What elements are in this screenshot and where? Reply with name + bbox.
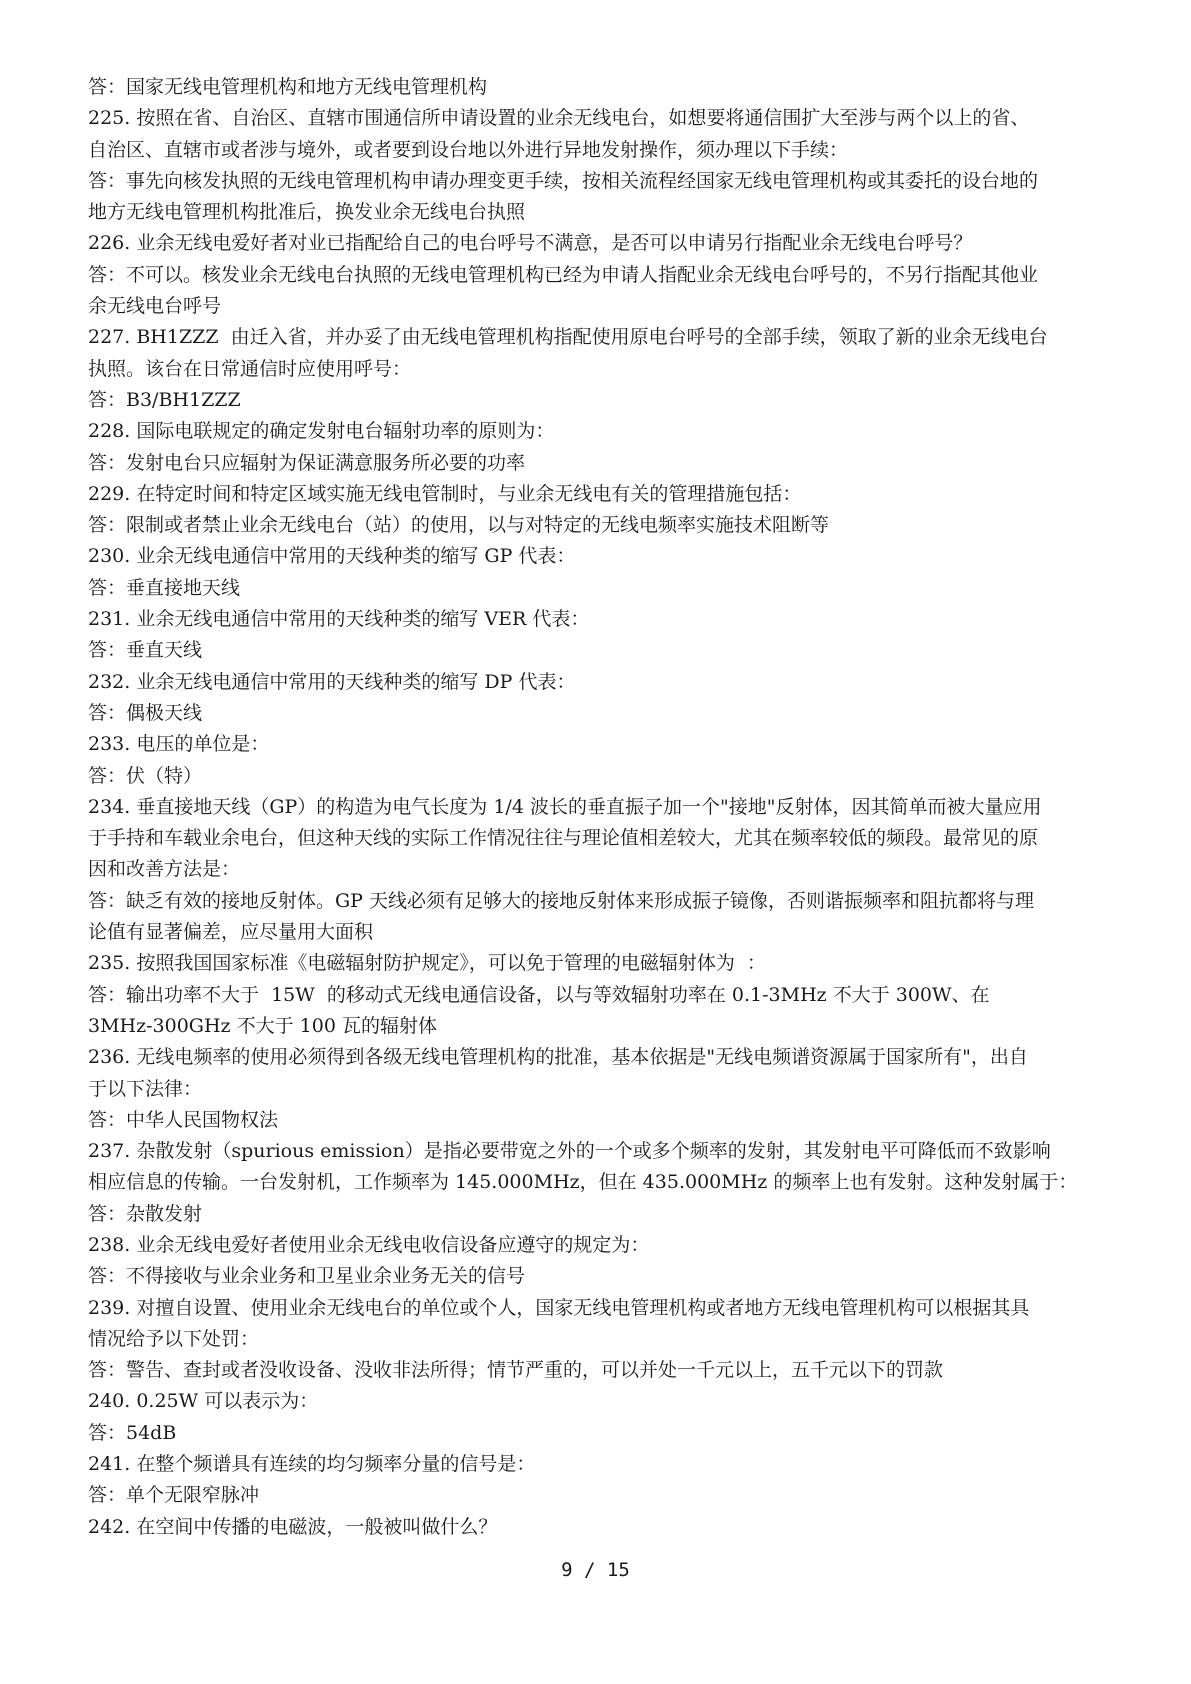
question-line: 230. 业余无线电通信中常用的天线种类的缩写 GP 代表： [88,545,576,568]
answer-line: 答：限制或者禁止业余无线电台（站）的使用，以与对特定的无线电频率实施技术阻断等 [88,514,830,537]
document-body [88,72,1128,1543]
answer-line: 答：伏（特） [88,764,203,787]
question-line: 执照。该台在日常通信时应使用呼号： [88,357,412,380]
answer-line: 3MHz-300GHz 不大于 100 瓦的辐射体 [88,1014,437,1037]
answer-line: 答：警告、查封或者没收设备、没收非法所得；情节严重的，可以并处一千元以上，五千元以下的罚款 [88,1359,944,1382]
question-line: 234. 垂直接地天线（GP）的构造为电气长度为 1/4 波长的垂直振子加一个"接地"反射体，因其简单而被大量应用 [88,795,1042,818]
answer-line: 论值有显著偏差，应尽量用大面积 [88,921,374,944]
question-line: 239. 对擅自设置、使用业余无线电台的单位或个人，国家无线电管理机构或者地方无线电管理机构可以根据其具 [88,1296,1030,1319]
question-line: 226. 业余无线电爱好者对业已指配给自己的电台呼号不满意，是否可以申请另行指配业余无线电台呼号？ [88,232,973,255]
question-line: 242. 在空间中传播的电磁波，一般被叫做什么？ [88,1515,498,1538]
answer-line: 答：54dB [88,1421,177,1444]
question-line: 因和改善方法是： [88,858,241,881]
question-line: 237. 杂散发射（spurious emission）是指必要带宽之外的一个或多个频率的发射，其发射电平可降低而不致影响 [88,1140,1051,1163]
answer-line: 答：输出功率不大于 15W 的移动式无线电通信设备，以与等效辐射功率在 0.1-3MHz 不大于 300W、在 [88,983,990,1006]
question-line: 241. 在整个频谱具有连续的均匀频率分量的信号是： [88,1453,536,1476]
question-line: 227. BH1ZZZ 由迁入省，并办妥了由无线电管理机构指配使用原电台呼号的全部手续，领取了新的业余无线电台 [88,326,1048,349]
answer-line: 答：偶极天线 [88,701,203,724]
question-line: 231. 业余无线电通信中常用的天线种类的缩写 VER 代表： [88,608,590,631]
answer-line: 答：B3/BH1ZZZ [88,388,241,411]
answer-line: 答：不可以。核发业余无线电台执照的无线电管理机构已经为申请人指配业余无线电台呼号的，不另行指配其他业 [88,263,1039,286]
question-line: 情况给予以下处罚： [88,1327,260,1350]
answer-line: 答：单个无限窄脉冲 [88,1484,260,1507]
question-line: 238. 业余无线电爱好者使用业余无线电收信设备应遵守的规定为： [88,1233,650,1256]
answer-line: 地方无线电管理机构批准后，换发业余无线电台执照 [88,201,526,224]
answer-line: 答：垂直天线 [88,639,203,662]
question-line: 228. 国际电联规定的确定发射电台辐射功率的原则为： [88,420,555,443]
question-line: 相应信息的传输。一台发射机，工作频率为 145.000MHz，但在 435.000MHz 的频率上也有发射。这种发射属于： [88,1171,1078,1194]
question-line: 于手持和车载业余电台，但这种天线的实际工作情况往往与理论值相差较大，尤其在频率较低的频段。最常见的原 [88,827,1039,850]
answer-line: 答：国家无线电管理机构和地方无线电管理机构 [88,76,488,98]
answer-line: 答：不得接收与业余业务和卫星业余业务无关的信号 [88,1265,526,1288]
question-line: 于以下法律： [88,1077,203,1100]
answer-line: 答：缺乏有效的接地反射体。GP 天线必须有足够大的接地反射体来形成振子镜像，否则谐振频率和阻抗都将与理 [88,889,1035,912]
answer-line: 答：发射电台只应辐射为保证满意服务所必要的功率 [88,451,526,474]
question-line: 229. 在特定时间和特定区域实施无线电管制时，与业余无线电有关的管理措施包括： [88,482,802,505]
answer-line: 答：事先向核发执照的无线电管理机构申请办理变更手续，按相关流程经国家无线电管理机构或其委托的设台地的 [88,169,1039,192]
answer-line: 答：中华人民国物权法 [88,1108,279,1131]
question-line: 235. 按照我国国家标准《电磁辐射防护规定》，可以免于管理的电磁辐射体为 ： [88,952,766,975]
question-line: 232. 业余无线电通信中常用的天线种类的缩写 DP 代表： [88,670,576,693]
question-line: 225. 按照在省、自治区、直辖市围通信所申请设置的业余无线电台，如想要将通信围扩大至涉与两个以上的省、 [88,107,1030,130]
question-line: 240. 0.25W 可以表示为： [88,1390,319,1413]
page-number: 9 / 15 [561,1559,630,1581]
answer-line: 余无线电台呼号 [88,295,222,318]
answer-line: 答：垂直接地天线 [88,576,241,599]
question-line: 233. 电压的单位是： [88,733,270,756]
question-line: 236. 无线电频率的使用必须得到各级无线电管理机构的批准，基本依据是"无线电频谱资源属于国家所有"，出自 [88,1046,1028,1069]
question-line: 自治区、直辖市或者涉与境外，或者要到设台地以外进行异地发射操作，须办理以下手续： [88,138,849,161]
answer-line: 答：杂散发射 [88,1202,203,1225]
